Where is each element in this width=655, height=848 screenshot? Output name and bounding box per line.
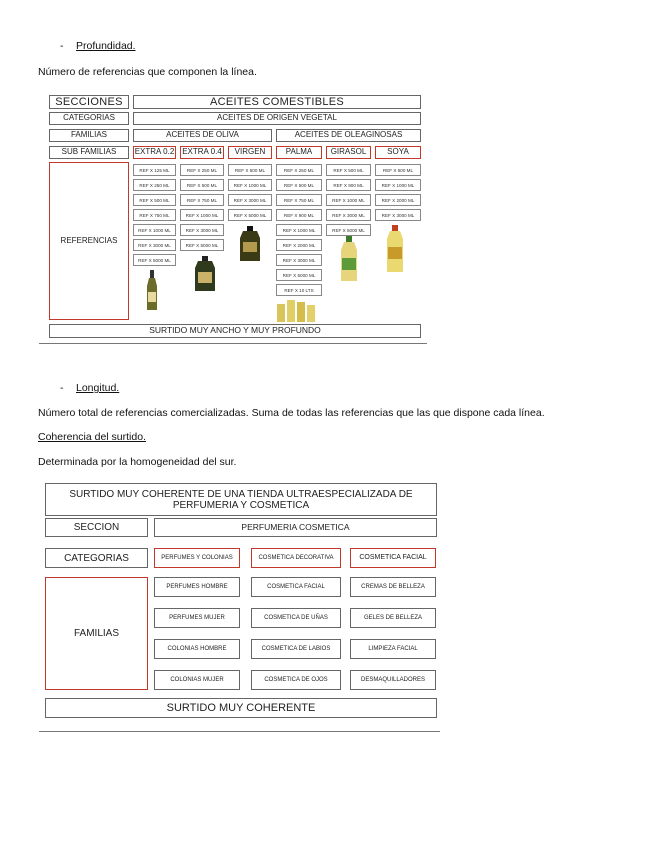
fig1-subfamilias-label: SUB FAMILIAS (49, 146, 129, 159)
soya-bottle-icon (385, 225, 405, 273)
fig2-familias-label: FAMILIAS (45, 577, 148, 690)
fig1-referencias-label: REFERENCIAS (49, 162, 129, 320)
fig1-ref-cell: REF X 10 LTS (276, 284, 322, 296)
fig1-subfamilia-extra04: EXTRA 0.4 (180, 146, 224, 159)
fig1-ref-cell: REF X 5000 ML (326, 224, 371, 236)
fig1-categorias-label: CATEGORIAS (49, 112, 129, 125)
girasol-bottle-icon (339, 236, 359, 282)
fig1-ref-cell: REF X 5000 ML (180, 239, 224, 251)
fig1-ref-cell: REF X 2000 ML (375, 194, 421, 206)
text-longitud: Número total de referencias comercializadas. Suma de todas las referencias que las que dispone cada línea. (38, 407, 545, 419)
text-coherencia: Determinada por la homogeneidad del sur. (38, 456, 237, 468)
heading-coherencia: Coherencia del surtido. (38, 431, 146, 443)
fig1-ref-cell: REF X 1000 ML (180, 209, 224, 221)
figure-perfumeria (39, 480, 440, 730)
fig1-secciones-value: ACEITES COMESTIBLES (133, 95, 421, 109)
fig2-categoria-perfumes: PERFUMES Y COLONIAS (154, 548, 240, 568)
fig2-familia-cell: COSMETICA FACIAL (251, 577, 341, 597)
bullet-profundidad: - Profundidad. (60, 40, 136, 52)
fig2-underline (39, 731, 440, 732)
fig1-ref-cell: REF X 2000 ML (276, 239, 322, 251)
fig1-categorias-value: ACEITES DE ORIGEN VEGETAL (133, 112, 421, 125)
palma-bottles-group-icon (275, 298, 321, 322)
fig1-ref-cell: REF X 1000 ML (326, 194, 371, 206)
figure-aceites (39, 88, 427, 342)
fig1-subfamilia-soya: SOYA (375, 146, 421, 159)
heading-profundidad: Profundidad. (76, 40, 136, 52)
fig1-familias-label: FAMILIAS (49, 129, 129, 142)
fig1-ref-cell: REF X 3000 ML (375, 209, 421, 221)
fig1-ref-cell: REF X 500 ML (180, 179, 224, 191)
fig2-familia-cell: COLONIAS HOMBRE (154, 639, 240, 659)
fig2-familia-cell: COSMETICA DE UÑAS (251, 608, 341, 628)
fig2-seccion-label: SECCION (45, 518, 148, 537)
fig2-categoria-facial: COSMETICA FACIAL (350, 548, 436, 568)
olive-virgen-jug-icon (239, 226, 261, 262)
fig1-subfamilia-virgen: VIRGEN (228, 146, 272, 159)
fig1-ref-cell: REF X 250 ML (133, 179, 176, 191)
fig1-ref-cell: REF X 500 ML (133, 194, 176, 206)
heading-longitud: Longitud. (76, 382, 120, 394)
fig2-categoria-decorativa: COSMETICA DECORATIVA (251, 548, 341, 568)
fig2-familia-cell: COLONIAS MUJER (154, 670, 240, 690)
text-profundidad: Número de referencias que componen la línea. (38, 66, 257, 78)
fig1-ref-cell: REF X 250 ML (180, 164, 224, 176)
fig1-familia-oliva: ACEITES DE OLIVA (133, 129, 272, 142)
fig1-ref-cell: REF X 5000 ML (276, 269, 322, 281)
fig1-ref-cell: REF X 3000 ML (133, 239, 176, 251)
fig1-ref-cell: REF X 125 ML (133, 164, 176, 176)
fig1-ref-cell: REF X 500 ML (276, 179, 322, 191)
fig1-ref-cell: REF X 3000 ML (180, 224, 224, 236)
fig2-familia-cell: GELES DE BELLEZA (350, 608, 436, 628)
fig1-ref-cell: REF X 500 ML (228, 164, 272, 176)
fig1-ref-cell: REF X 750 ML (276, 194, 322, 206)
fig2-familia-cell: PERFUMES HOMBRE (154, 577, 240, 597)
fig1-subfamilia-girasol: GIRASOL (326, 146, 371, 159)
fig1-ref-cell: REF X 1000 ML (276, 224, 322, 236)
fig2-familia-cell: COSMETICA DE LABIOS (251, 639, 341, 659)
fig2-footer: SURTIDO MUY COHERENTE (45, 698, 437, 718)
fig2-familia-cell: COSMETICA DE OJOS (251, 670, 341, 690)
olive-jug-icon (193, 256, 217, 292)
fig1-ref-cell: REF X 900 ML (326, 179, 371, 191)
fig1-ref-cell: REF X 5000 ML (228, 209, 272, 221)
fig1-footer: SURTIDO MUY ANCHO Y MUY PROFUNDO (49, 324, 421, 338)
fig1-ref-cell: REF X 750 ML (180, 194, 224, 206)
fig1-underline (39, 343, 427, 344)
fig2-familia-cell: PERFUMES MUJER (154, 608, 240, 628)
fig1-ref-cell: REF X 3000 ML (326, 209, 371, 221)
fig1-ref-cell: REF X 5000 ML (133, 254, 176, 266)
olive-bottle-small-icon (145, 270, 159, 312)
fig1-familia-oleaginosas: ACEITES DE OLEAGINOSAS (276, 129, 421, 142)
fig1-ref-cell: REF X 3000 ML (276, 254, 322, 266)
fig1-ref-cell: REF X 900 ML (276, 209, 322, 221)
fig2-familia-cell: CREMAS DE BELLEZA (350, 577, 436, 597)
fig1-ref-cell: REF X 1000 ML (228, 179, 272, 191)
fig1-ref-cell: REF X 250 ML (276, 164, 322, 176)
fig2-familia-cell: LIMPIEZA FACIAL (350, 639, 436, 659)
fig1-ref-cell: REF X 3000 ML (228, 194, 272, 206)
fig1-subfamilia-extra02: EXTRA 0.2 (133, 146, 176, 159)
fig1-ref-cell: REF X 750 ML (133, 209, 176, 221)
fig1-subfamilia-palma: PALMA (276, 146, 322, 159)
fig1-ref-cell: REF X 1000 ML (133, 224, 176, 236)
fig1-ref-cell: REF X 500 ML (326, 164, 371, 176)
fig2-familia-cell: DESMAQUILLADORES (350, 670, 436, 690)
bullet-longitud: - Longitud. (60, 382, 120, 394)
fig2-seccion-value: PERFUMERIA COSMETICA (154, 518, 437, 537)
fig1-secciones-label: SECCIONES (49, 95, 129, 109)
fig1-ref-cell: REF X 1000 ML (375, 179, 421, 191)
fig2-categorias-label: CATEGORIAS (45, 548, 148, 568)
fig1-ref-cell: REF X 500 ML (375, 164, 421, 176)
fig2-title: SURTIDO MUY COHERENTE DE UNA TIENDA ULTRAESPECIALIZADA DE PERFUMERIA Y COSMETICA (45, 483, 437, 516)
